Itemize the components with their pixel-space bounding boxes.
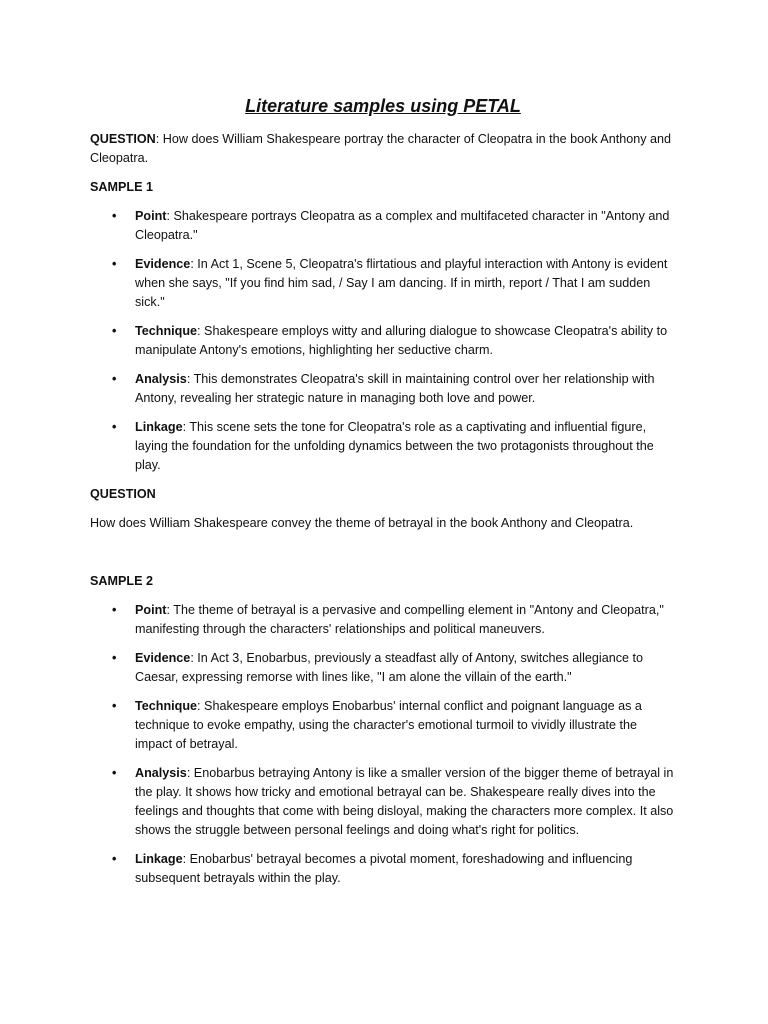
question-2-text: How does William Shakespeare convey the theme of betrayal in the book Anthony and Cleopatra. bbox=[90, 516, 634, 530]
sample-1-analysis-label: Analysis bbox=[135, 372, 187, 386]
sample-1-technique bbox=[90, 322, 676, 360]
bullet-icon: • bbox=[112, 766, 117, 780]
sample-1-linkage-text: : This scene sets the tone for Cleopatra's role as a captivating and influential figure, laying the foundation for the unfolding dynamics between the two protagonists throughout the play. bbox=[135, 420, 654, 472]
sample-2-evidence-text: : In Act 3, Enobarbus, previously a steadfast ally of Antony, switches allegiance to Caesar, expressing remorse with lines like, "I am alone the villain of the earth." bbox=[135, 651, 644, 684]
sample-2-evidence bbox=[90, 649, 676, 687]
bullet-icon: • bbox=[112, 852, 117, 866]
sample-2-analysis-label: Analysis bbox=[135, 766, 187, 780]
sample-1-evidence-text: : In Act 1, Scene 5, Cleopatra's flirtatious and playful interaction with Antony is evident when she says, "If you find him sad, / Say I am dancing. If in mirth, report / That I am sudden sick." bbox=[135, 257, 668, 309]
bullet-icon: • bbox=[112, 603, 117, 617]
sample-2-analysis bbox=[90, 764, 676, 840]
bullet-icon: • bbox=[112, 420, 117, 434]
sample-2-linkage-label: Linkage bbox=[135, 852, 183, 866]
sample-2-heading: SAMPLE 2 bbox=[90, 574, 153, 588]
sample-1-point bbox=[90, 207, 676, 245]
sample-1-list bbox=[90, 207, 676, 475]
sample-1-analysis-text: : This demonstrates Cleopatra's skill in maintaining control over her relationship with Antony, revealing her strategic nature in managing both love and power. bbox=[135, 372, 655, 405]
bullet-icon: • bbox=[112, 209, 117, 223]
sample-2-point bbox=[90, 601, 676, 639]
question-1-separator: : bbox=[155, 132, 160, 146]
sample-2-linkage-text: : Enobarbus' betrayal becomes a pivotal moment, foreshadowing and influencing subsequent betrayals within the play. bbox=[135, 852, 633, 885]
sample-1-point-label: Point bbox=[135, 209, 167, 223]
sample-1-linkage-label: Linkage bbox=[135, 420, 183, 434]
sample-2-point-label: Point bbox=[135, 603, 167, 617]
sample-2-analysis-text: : Enobarbus betraying Antony is like a smaller version of the bigger theme of betrayal in the play. It shows how tricky and emotional betrayal can be. Shakespeare really dives into the feelings and thoughts that come with being disloyal, making the characters more complex. It also shows the struggle between personal feelings and doing what's right for politics. bbox=[135, 766, 674, 837]
sample-2-evidence-label: Evidence bbox=[135, 651, 191, 665]
sample-1-technique-text: : Shakespeare employs witty and alluring dialogue to showcase Cleopatra's ability to manipulate Antony's emotions, highlighting her seductive charm. bbox=[135, 324, 668, 357]
document-title: Literature samples using PETAL bbox=[245, 96, 521, 116]
sample-1-point-text: : Shakespeare portrays Cleopatra as a complex and multifaceted character in "Antony and Cleopatra." bbox=[135, 209, 670, 242]
question-1-text: How does William Shakespeare portray the character of Cleopatra in the book Anthony and Cleopatra. bbox=[90, 132, 672, 165]
sample-2-technique-text: : Shakespeare employs Enobarbus' internal conflict and poignant language as a technique to evoke empathy, using the character's emotional turmoil to vividly illustrate the impact of betrayal. bbox=[135, 699, 642, 751]
sample-2-technique bbox=[90, 697, 676, 754]
sample-1-linkage bbox=[90, 418, 676, 475]
sample-2-technique-label: Technique bbox=[135, 699, 198, 713]
sample-1-evidence bbox=[90, 255, 676, 312]
bullet-icon: • bbox=[112, 699, 117, 713]
section-spacer bbox=[90, 543, 676, 572]
sample-2-list bbox=[90, 601, 676, 888]
question-2-label: QUESTION bbox=[90, 487, 156, 501]
bullet-icon: • bbox=[112, 257, 117, 271]
bullet-icon: • bbox=[112, 372, 117, 386]
sample-1-evidence-label: Evidence bbox=[135, 257, 191, 271]
bullet-icon: • bbox=[112, 324, 117, 338]
sample-1-heading: SAMPLE 1 bbox=[90, 180, 153, 194]
sample-2-point-text: : The theme of betrayal is a pervasive and compelling element in "Antony and Cleopatra," manifesting through the characters' relationships and political maneuvers. bbox=[135, 603, 664, 636]
sample-1-analysis bbox=[90, 370, 676, 408]
question-1-paragraph bbox=[90, 130, 676, 168]
bullet-icon: • bbox=[112, 651, 117, 665]
sample-1-technique-label: Technique bbox=[135, 324, 198, 338]
question-1-label: QUESTION bbox=[90, 132, 156, 146]
sample-2-linkage bbox=[90, 850, 676, 888]
